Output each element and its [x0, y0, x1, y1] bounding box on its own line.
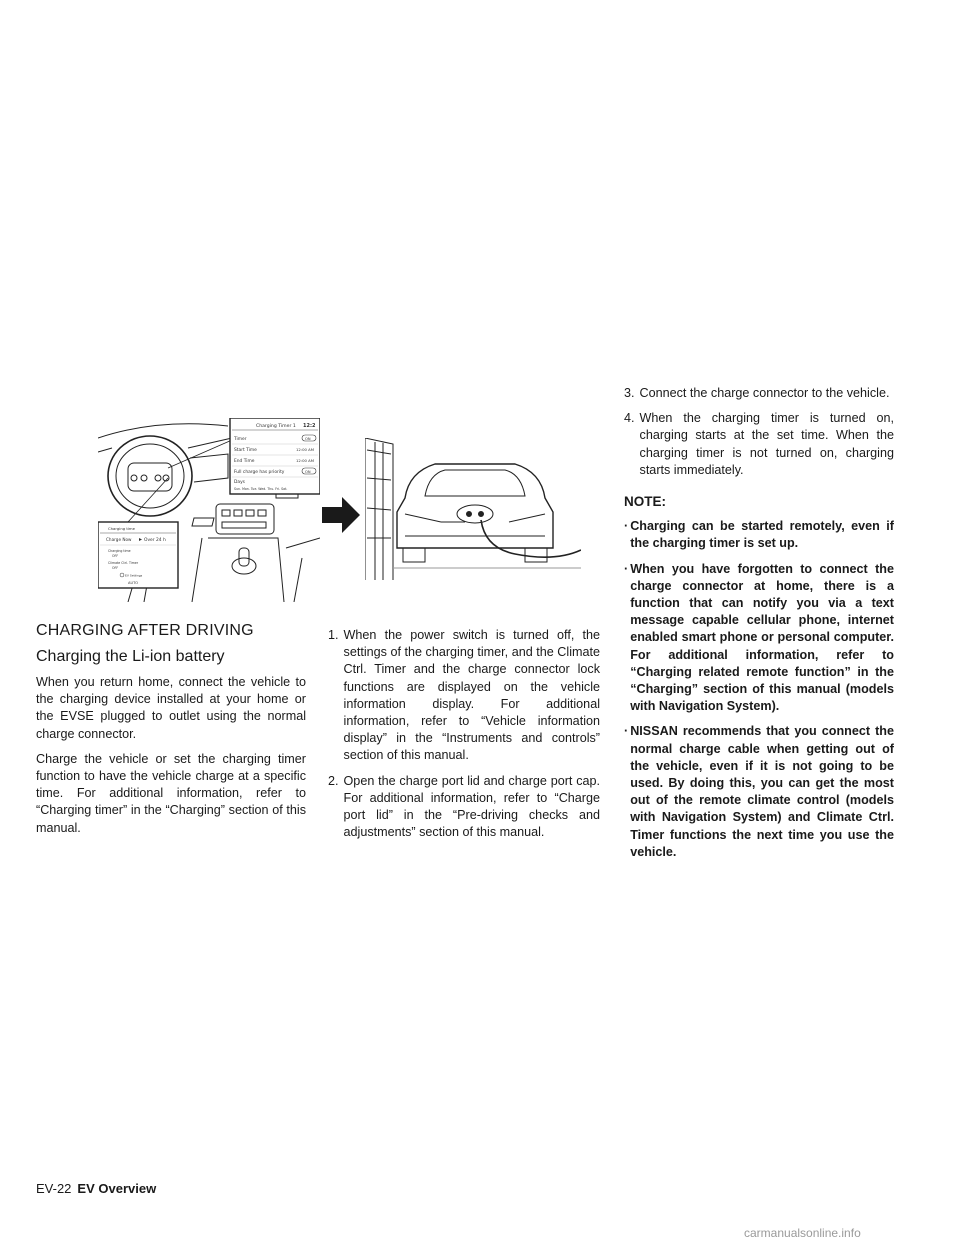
- step-text: When the power switch is turned off, the settings of the charging timer, and the Climate Ctrl. Timer and the charge connector lock functions are displayed on the vehicle information display. For additional information, refer to “Vehicle information display” in the “Instruments and controls” section of this manual.: [343, 628, 600, 763]
- column-3: [624, 385, 894, 869]
- step-item: [328, 773, 600, 842]
- bullet-icon: ·: [624, 561, 629, 576]
- right-arrow-icon: [320, 495, 362, 535]
- charging-timer-value: OFF: [112, 554, 119, 558]
- page-footer: [36, 1181, 156, 1196]
- start-time-label: Start Time: [234, 448, 257, 453]
- section-name: EV Overview: [77, 1181, 157, 1196]
- ev-settings-label: EV Settings: [125, 573, 143, 578]
- charge-time-value: Over 24 h: [144, 538, 166, 543]
- paragraph: When you return home, connect the vehicle to the charging device installed at your home or the EVSE plugged to outlet using the normal charge connector.: [36, 675, 306, 741]
- timer-row-label: Timer: [234, 437, 247, 442]
- section-heading: CHARGING AFTER DRIVING: [36, 622, 254, 639]
- column-2: [328, 627, 600, 849]
- step-text: Connect the charge connector to the vehicle.: [639, 386, 890, 400]
- auto-label: AUTO: [128, 581, 139, 585]
- note-text: When you have forgotten to connect the charge connector at home, there is a function that can notify you via a text message capable cellular phone, internet enabled smart phone or personal computer. For additional information, refer to “Charging related remote function” in the “Charging” section of this manual (models with Navigation System).: [630, 561, 894, 714]
- bullet-icon: ·: [624, 724, 629, 739]
- note-item: [624, 723, 894, 861]
- climate-timer-label: Climate Ctrl. Timer: [108, 561, 139, 565]
- note-item: [624, 561, 894, 716]
- climate-timer-value: OFF: [112, 566, 119, 570]
- bullet-icon: ·: [624, 519, 629, 534]
- charge-now-label: Charge Now: [106, 537, 132, 542]
- note-item: [624, 518, 894, 552]
- watermark: carmanualsonline.info: [744, 1226, 861, 1240]
- step-item: [624, 385, 894, 402]
- charging-timer-label: Charging time: [108, 549, 131, 553]
- svg-text:12:2: 12:2: [303, 423, 316, 429]
- charging-screen-title: Charging time: [108, 526, 135, 531]
- car-charging-illustration: [365, 438, 581, 580]
- days-list: Sun. Mon. Tue. Wed. Thu. Fri. Sat.: [234, 487, 288, 491]
- start-time-value: 12:00 AM: [296, 447, 315, 452]
- step-number: 3.: [624, 386, 635, 400]
- step-text: When the charging timer is turned on, charging starts at the set time. When the charging timer is not turned on, charging starts immediately.: [639, 411, 894, 477]
- note-text: Charging can be started remotely, even if the charging timer is set up.: [630, 519, 894, 551]
- full-charge-value: ON: [305, 470, 311, 474]
- full-charge-label: Full charge has priority: [234, 470, 285, 475]
- subsection-heading: Charging the Li-ion battery: [36, 648, 225, 665]
- column-1: [36, 674, 306, 845]
- paragraph: Charge the vehicle or set the charging timer function to have the vehicle charge at a specific time. For additional information, refer to “Charging timer” in the “Charging” section of this manual.: [36, 751, 306, 835]
- step-number: 4.: [624, 411, 635, 426]
- dashboard-illustration: [98, 418, 320, 602]
- step-item: [624, 410, 894, 479]
- end-time-value: 12:00 AM: [296, 458, 315, 463]
- note-text: NISSAN recommends that you connect the normal charge cable when getting out of the vehicle, even if it is not going to be used. By doing this, you can get the most out of the remote climate control (models with Navigation System) and Climate Ctrl. Timer functions the next time you use the vehicle.: [630, 724, 894, 859]
- days-label: Days: [234, 480, 245, 485]
- step-number: 1.: [328, 628, 339, 642]
- timer-row-value: ON: [305, 437, 311, 441]
- step-number: 2.: [328, 773, 339, 788]
- timer-screen-title: Charging Timer 1: [256, 424, 296, 429]
- step-text: Open the charge port lid and charge port cap. For additional information, refer to “Charge port lid” in the “Pre-driving checks and adjustments” section of this manual.: [343, 773, 600, 840]
- note-heading: NOTE:: [624, 494, 666, 510]
- end-time-label: End Time: [234, 459, 255, 464]
- page-number: EV-22: [36, 1181, 72, 1196]
- step-item: [328, 627, 600, 765]
